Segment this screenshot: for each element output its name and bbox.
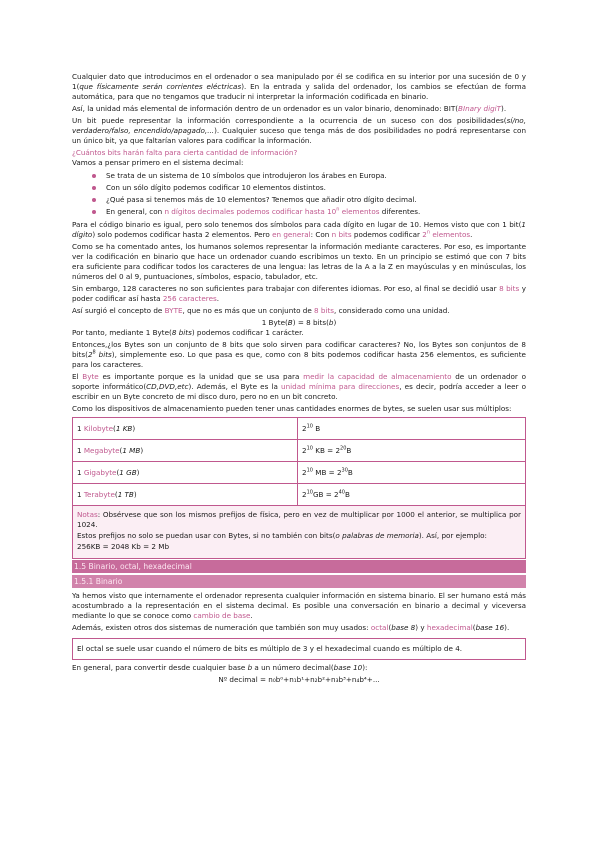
list-item: Con un sólo dígito podemos codificar 10 elementos distintos. xyxy=(72,182,526,194)
intro-paragraph-3: Un bit puede representar la información correspondiente a la ocurrencia de un suceso con dos posibilidades(sí/no, verdadero/falso, encendido/apagado,...). Cualquier suceso que tenga más de dos posibilidades no podrá representarse con un único bit, ya que faltarían valores para codificar la información. xyxy=(72,116,526,145)
table-cell: $2^{10}$ KB = $2^{20}B$ xyxy=(298,440,526,462)
notes-text: Notas: Obsérvese que son los mismos prefijos de física, pero en vez de multiplicar por 1000 el anterior, se multiplica por 1024. xyxy=(77,510,521,529)
octal-hex-note-box: El octal se suele usar cuando el número de bits es múltiplo de 3 y el hexadecimal cuando es múltiplo de 4. xyxy=(72,638,526,660)
decimal-intro: Vamos a pensar primero en el sistema decimal: xyxy=(72,158,244,167)
table-row xyxy=(73,440,526,462)
notes-example: 256KB = 2048 Kb = 2 Mb xyxy=(77,542,170,551)
units-table xyxy=(72,417,526,506)
table-row xyxy=(73,484,526,506)
table-cell: $2^{10}$ B xyxy=(298,418,526,440)
intro-paragraph-2: Así, la unidad más elemental de información dentro de un ordenador es un valor binario, denominado: BIT(BInary digiT). xyxy=(72,104,507,113)
byte-formula: 1 Byte(B) = 8 bits(b) xyxy=(261,318,337,327)
list-item: ¿Qué pasa si tenemos más de 10 elementos? Tenemos que añadir otro dígito decimal. xyxy=(72,194,526,206)
document-page xyxy=(72,72,526,685)
binary-paragraph-7: El Byte es importante porque es la unidad que se usa para medir la capacidad de almacenamiento de un ordenador o soporte informático(CD,DVD,etc). Además, el Byte es la unidad mínima para direcciones, es decir, podría acceder a leer o escribir en un Byte concreto de mi disco duro, pero no en un bit concreto. xyxy=(72,372,527,401)
section-paragraph-1: Ya hemos visto que internamente el ordenador representa cualquier información en sistema binario. El ser humano está más acostumbrado a la representación en el sistema decimal. Es posible una conversación en binario a decimal y viceversa mediante lo que se conoce como cambio de base. xyxy=(72,591,526,620)
notes-box xyxy=(72,506,526,559)
binary-paragraph-8: Como los dispositivos de almacenamiento pueden tener unas cantidades enormes de bytes, se suelen usar sus múltiplos: xyxy=(72,404,512,413)
binary-paragraph-6: Entonces,¿los Bytes son un conjunto de 8 bits que solo sirven para codificar caracteres? No, los Bytes son conjuntos de 8 $bits(2^8$ bits), simplemente eso. Lo que pasa es que, como con 8 bits podemos codificar hasta 256 elementos, es suficiente para los caracteres. xyxy=(72,340,526,369)
bullet-icon xyxy=(92,186,96,190)
section-paragraph-3: En general, para convertir desde cualquier base b a un número decimal(base 10): xyxy=(72,663,368,672)
section-paragraph-2: Además, existen otros dos sistemas de numeración que también son muy usados: octal(base 8) y hexadecimal(base 16). xyxy=(72,623,510,632)
list-item: En general, con n dígitos decimales podemos codificar hasta 10$^n$ elementos diferentes. xyxy=(72,206,526,218)
bullet-icon xyxy=(92,198,96,202)
base-conversion-formula: Nº decimal = n₀b⁰+n₁b¹+n₂b²+n₃b³+n₄b⁴+... xyxy=(218,675,380,684)
table-row xyxy=(73,462,526,484)
table-cell: 1 Terabyte(1 TB) xyxy=(73,484,298,506)
table-cell: $2^{10}GB = 2^{40}B$ xyxy=(298,484,526,506)
bullet-icon xyxy=(92,174,96,178)
table-cell: 1 Gigabyte(1 GB) xyxy=(73,462,298,484)
notes-text: Estos prefijos no solo se puedan usar con Bytes, si no también con bits(o palabras de memoria). Así, por ejemplo: xyxy=(77,531,487,540)
binary-paragraph-4: Así surgió el concepto de BYTE, que no es más que un conjunto de 8 bits, considerado como una unidad. xyxy=(72,306,450,315)
section-heading: 1.5 Binario, octal, hexadecimal xyxy=(72,560,526,573)
decimal-bullet-list xyxy=(72,170,526,218)
question-heading: ¿Cuántos bits harán falta para cierta cantidad de información? xyxy=(72,148,298,157)
binary-paragraph-1: Para el código binario es igual, pero solo tenemos dos símbolos para cada dígito en lugar de 10. Hemos visto que con 1 bit(1 dígito) solo podemos codificar hasta 2 elementos. Pero en general: Con n bits podemos codificar 2$^n$ elementos. xyxy=(72,220,526,239)
table-cell: 1 Megabyte(1 MB) xyxy=(73,440,298,462)
binary-paragraph-5: Por tanto, mediante 1 Byte(8 bits) podemos codificar 1 carácter. xyxy=(72,328,304,337)
intro-paragraph-1: Cualquier dato que introducimos en el ordenador o sea manipulado por él se codifica en su interior por una sucesión de 0 y 1(que físicamente serán corrientes eléctricas). En la entrada y salida del ordenador, los cambios se efectúan de forma automática, para que no tengamos que traducir ni interpretar la información codificada en binario. xyxy=(72,72,526,101)
binary-paragraph-2: Como se ha comentado antes, los humanos solemos representar la información mediante caracteres. Por eso, es importante ver la codificación en binario que hace un ordenador cuando escribimos un texto. En un principio se estimó que con 7 bits era suficiente para codificar todos los caracteres de una lengua: las letras de la A a la Z en mayúsculas y en minúsculas, los números del 0 al 9, puntuaciones, símbolos, espacio, tabulador, etc. xyxy=(72,242,526,281)
table-row xyxy=(73,418,526,440)
list-item: Se trata de un sistema de 10 símbolos que introdujeron los árabes en Europa. xyxy=(72,170,526,182)
subsection-heading: 1.5.1 Binario xyxy=(72,575,526,588)
bullet-icon xyxy=(92,210,96,214)
table-cell: 1 Kilobyte(1 KB) xyxy=(73,418,298,440)
binary-paragraph-3: Sin embargo, 128 caracteres no son suficientes para trabajar con diferentes idiomas. Por eso, al final se decidió usar 8 bits y poder codificar así hasta 256 caracteres. xyxy=(72,284,526,303)
table-cell: $2^{10}$ MB = $2^{30}B$ xyxy=(298,462,526,484)
